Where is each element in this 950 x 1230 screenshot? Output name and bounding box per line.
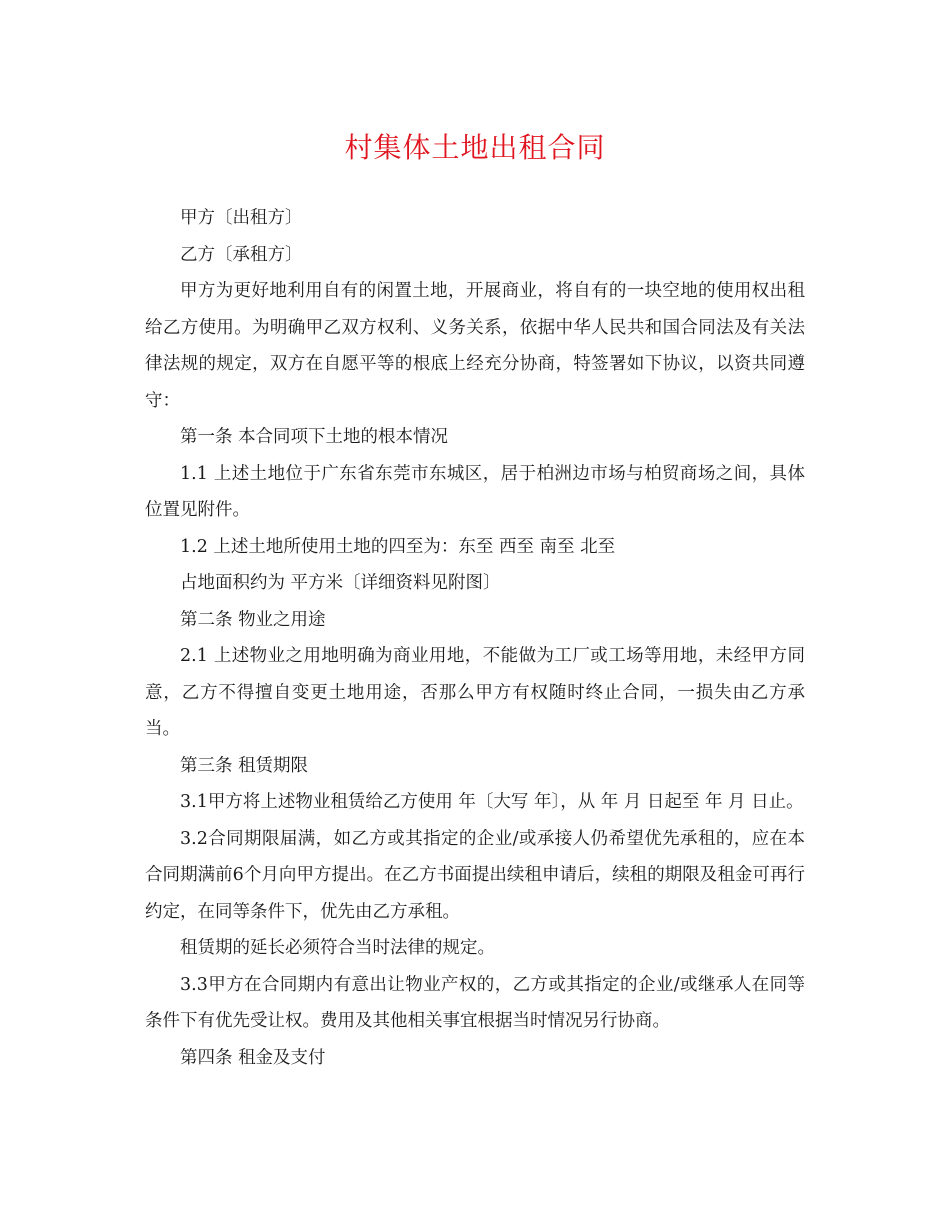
- article-2-heading: 第二条 物业之用途: [180, 609, 326, 630]
- paragraph-extension: 租赁期的延长必须符合当时法律的规定。: [180, 938, 495, 958]
- clause-3-1: 3.1甲方将上述物业租赁给乙方使用 年〔大写 年〕，从 年 月 日起至 年 月 日止。: [180, 792, 804, 812]
- article-1-heading: 第一条 本合同项下土地的根本情况: [180, 427, 449, 447]
- paragraph-area: 占地面积约为 平方米〔详细资料见附图〕: [180, 573, 501, 593]
- clause-2-1: 2.1 上述物业之用地明确为商业用地，不能做为工厂或工场等用地，未经甲方同意，乙方不得擅自变更土地用途，否那么甲方有权随时终止合同，一损失由乙方承当。: [145, 646, 805, 739]
- paragraph-party-b: 乙方〔承租方〕: [180, 244, 303, 265]
- article-4-heading: 第四条 租金及支付: [180, 1047, 326, 1068]
- clause-1-1: 1.1 上述土地位于广东省东莞市东城区，居于柏洲边市场与柏贸商场之间，具体位置见附件。: [145, 463, 805, 520]
- article-3-heading: 第三条 租赁期限: [180, 755, 309, 776]
- document-title: 村集体土地出租合同: [344, 131, 606, 164]
- clause-3-3: 3.3甲方在合同期内有意出让物业产权的，乙方或其指定的企业/或继承人在同等条件下有优先受让权。费用及其他相关事宜根据当时情况另行协商。: [145, 974, 805, 1031]
- clause-1-2: 1.2 上述土地所使用土地的四至为：东至 西至 南至 北至: [180, 536, 616, 557]
- clause-3-2: 3.2合同期限届满，如乙方或其指定的企业/或承接人仍希望优先承租的，应在本合同期满前6个月向甲方提出。在乙方书面提出续租申请后，续租的期限及租金可再行约定，在同等条件下，优先由乙方承租。: [145, 828, 805, 922]
- document-body: [145, 200, 805, 1076]
- paragraph-preamble: 甲方为更好地利用自有的闲置土地，开展商业，将自有的一块空地的使用权出租给乙方使用。为明确甲乙双方权利、义务关系，依据中华人民共和国合同法及有关法律法规的规定，双方在自愿平等的根底上经充分协商，特签署如下协议，以资共同遵守：: [145, 281, 805, 411]
- paragraph-party-a: 甲方〔出租方〕: [180, 208, 303, 228]
